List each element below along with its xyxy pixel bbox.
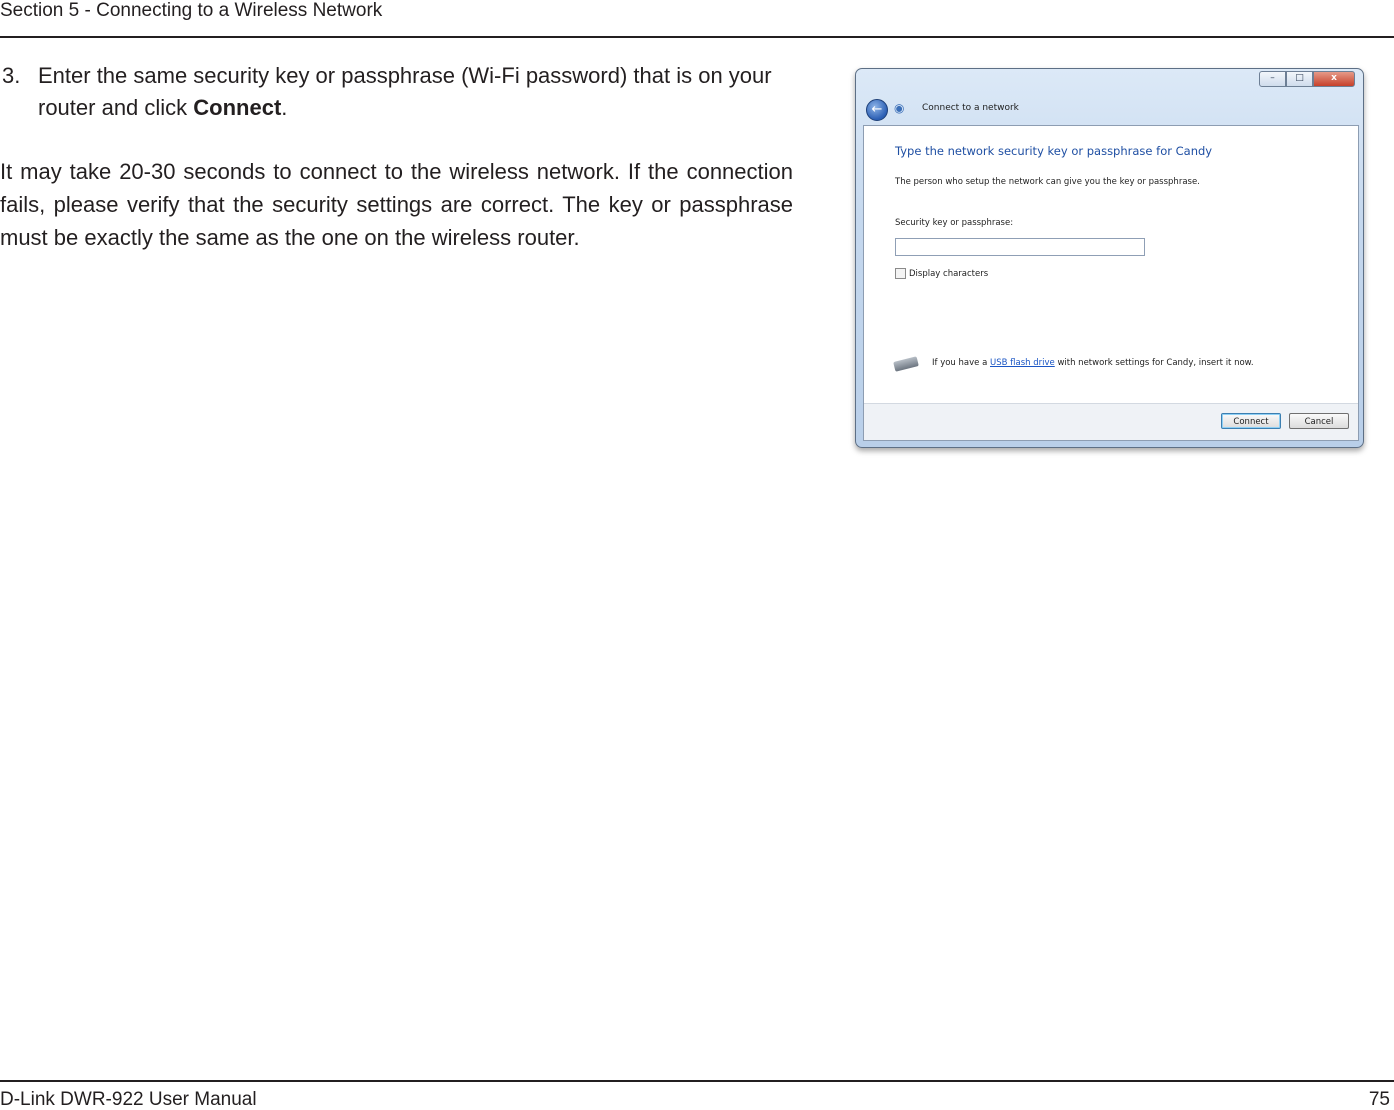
section-title: Section 5 - Connecting to a Wireless Network	[0, 0, 383, 21]
close-button[interactable]: x	[1313, 71, 1355, 87]
connect-button[interactable]: Connect	[1221, 413, 1281, 429]
prompt-subtext: The person who setup the network can give you the key or passphrase.	[895, 177, 1200, 187]
display-characters-row[interactable]	[895, 268, 988, 279]
header-rule	[0, 36, 1394, 38]
cancel-button[interactable]: Cancel	[1289, 413, 1349, 429]
connect-dialog-screenshot	[855, 68, 1364, 448]
step-text-before: Enter the same security key or passphrase (Wi-Fi password) that is on your router and click	[38, 63, 772, 120]
display-characters-checkbox[interactable]	[895, 268, 906, 279]
page-number: 75	[1368, 1089, 1390, 1110]
prompt-heading: Type the network security key or passphrase for Candy	[895, 144, 1213, 158]
security-key-label: Security key or passphrase:	[895, 218, 1014, 228]
footer-rule	[0, 1080, 1394, 1082]
step-text-after: .	[281, 95, 288, 120]
back-arrow-icon[interactable]: ←	[866, 99, 888, 121]
usb-hint-after: with network settings for Candy, insert it now.	[1054, 358, 1254, 368]
body-paragraph: It may take 20-30 seconds to connect to the wireless network. If the connection fails, please verify that the security settings are correct. The key or passphrase must be exactly the same as the one on the wireless router.	[0, 159, 793, 250]
step-text	[38, 60, 795, 124]
usb-drive-icon	[893, 356, 919, 372]
dialog-title: Connect to a network	[922, 103, 1019, 113]
step-text-bold: Connect	[193, 95, 282, 120]
window-controls	[1259, 71, 1355, 87]
manual-title: D-Link DWR-922 User Manual	[0, 1089, 257, 1110]
dialog-button-bar	[864, 403, 1358, 440]
display-characters-label: Display characters	[909, 268, 989, 279]
minimize-button[interactable]: –	[1259, 71, 1286, 87]
network-icon: ◉	[894, 101, 905, 115]
dialog-body	[863, 125, 1359, 441]
security-key-input[interactable]	[895, 238, 1145, 256]
usb-flash-drive-link[interactable]: USB flash drive	[990, 358, 1055, 368]
usb-hint-before: If you have a	[932, 358, 990, 368]
step-3	[0, 60, 795, 124]
step-number: 3.	[2, 63, 21, 88]
maximize-button[interactable]: □	[1286, 71, 1313, 87]
usb-hint	[932, 358, 1254, 368]
